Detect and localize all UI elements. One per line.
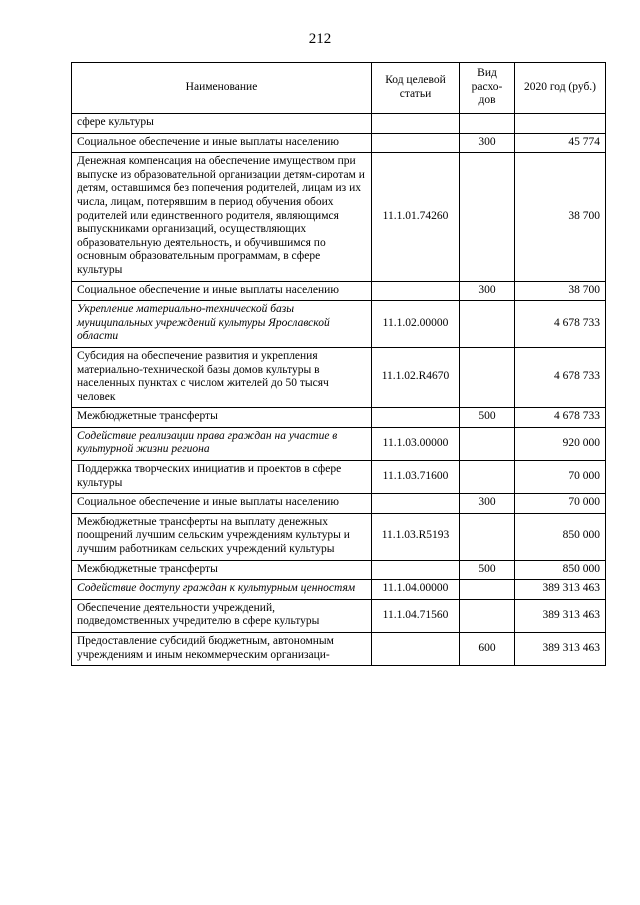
table-row xyxy=(72,427,606,460)
row-name: Содействие доступу граждан к культурным ценностям xyxy=(72,580,372,600)
budget-table xyxy=(71,62,606,666)
row-code: 11.1.02.00000 xyxy=(372,301,460,348)
row-name: Межбюджетные трансферты на выплату денежных поощрений лучшим сельским учреждениям культуры и лучшим работникам сельских учреждений культуры xyxy=(72,513,372,560)
row-name: Предоставление субсидий бюджетным, автономным учреждениям и иным некоммерческим организаци- xyxy=(72,633,372,666)
table-row xyxy=(72,281,606,301)
row-kind xyxy=(460,427,515,460)
row-code xyxy=(372,114,460,134)
page-number: 212 xyxy=(308,31,332,47)
row-amount: 38 700 xyxy=(515,281,606,301)
row-code: 11.1.03.71600 xyxy=(372,461,460,494)
table-row xyxy=(72,560,606,580)
row-code xyxy=(372,494,460,514)
row-name: Субсидия на обеспечение развития и укрепления материально-технической базы домов культуры в населенных пунктах с числом жителей до 50 тысяч человек xyxy=(72,347,372,407)
table-header-row xyxy=(72,63,606,114)
row-code xyxy=(372,133,460,153)
row-amount: 45 774 xyxy=(515,133,606,153)
header-kind: Вид расхо-дов xyxy=(460,63,515,114)
row-code xyxy=(372,281,460,301)
row-name: Социальное обеспечение и иные выплаты населению xyxy=(72,281,372,301)
row-kind xyxy=(460,301,515,348)
header-code: Код целевой статьи xyxy=(372,63,460,114)
row-amount: 389 313 463 xyxy=(515,599,606,632)
row-name: Межбюджетные трансферты xyxy=(72,560,372,580)
table-row xyxy=(72,580,606,600)
row-code: 11.1.04.71560 xyxy=(372,599,460,632)
row-kind xyxy=(460,153,515,281)
row-amount: 850 000 xyxy=(515,560,606,580)
row-code xyxy=(372,560,460,580)
table-row xyxy=(72,633,606,666)
row-amount: 920 000 xyxy=(515,427,606,460)
table-row xyxy=(72,494,606,514)
table-row xyxy=(72,513,606,560)
row-kind: 500 xyxy=(460,560,515,580)
table-row xyxy=(72,301,606,348)
table-row xyxy=(72,153,606,281)
row-kind xyxy=(460,114,515,134)
row-name: Межбюджетные трансферты xyxy=(72,408,372,428)
row-amount: 4 678 733 xyxy=(515,347,606,407)
row-name: Укрепление материально-технической базы муниципальных учреждений культуры Ярославской области xyxy=(72,301,372,348)
row-kind xyxy=(460,513,515,560)
row-name: Социальное обеспечение и иные выплаты населению xyxy=(72,133,372,153)
table-row xyxy=(72,133,606,153)
row-kind xyxy=(460,347,515,407)
header-amount: 2020 год (руб.) xyxy=(515,63,606,114)
row-kind: 300 xyxy=(460,281,515,301)
row-code: 11.1.03.R5193 xyxy=(372,513,460,560)
row-amount: 389 313 463 xyxy=(515,580,606,600)
row-code: 11.1.02.R4670 xyxy=(372,347,460,407)
row-code: 11.1.03.00000 xyxy=(372,427,460,460)
row-name: Обеспечение деятельности учреждений, подведомственных учредителю в сфере культуры xyxy=(72,599,372,632)
table-row xyxy=(72,114,606,134)
row-kind: 300 xyxy=(460,133,515,153)
row-kind: 500 xyxy=(460,408,515,428)
row-amount: 70 000 xyxy=(515,494,606,514)
table-row xyxy=(72,347,606,407)
header-name: Наименование xyxy=(72,63,372,114)
row-amount xyxy=(515,114,606,134)
row-code xyxy=(372,633,460,666)
row-kind xyxy=(460,461,515,494)
row-name: Поддержка творческих инициатив и проектов в сфере культуры xyxy=(72,461,372,494)
table-row xyxy=(72,599,606,632)
row-kind xyxy=(460,580,515,600)
row-amount: 4 678 733 xyxy=(515,408,606,428)
row-amount: 389 313 463 xyxy=(515,633,606,666)
table-row xyxy=(72,408,606,428)
row-kind: 600 xyxy=(460,633,515,666)
row-kind: 300 xyxy=(460,494,515,514)
row-amount: 850 000 xyxy=(515,513,606,560)
row-code xyxy=(372,408,460,428)
table-row xyxy=(72,461,606,494)
row-name: Содействие реализации права граждан на участие в культурной жизни региона xyxy=(72,427,372,460)
row-code: 11.1.04.00000 xyxy=(372,580,460,600)
row-name: сфере культуры xyxy=(72,114,372,134)
row-kind xyxy=(460,599,515,632)
row-amount: 38 700 xyxy=(515,153,606,281)
row-name: Денежная компенсация на обеспечение имуществом при выпуске из образовательной организации детям-сиротам и детям, оставшимся без попечения родителей, лицам из их числа, лицам, потерявшим в период обучения обоих родителей или единственного родителя, являющимся выпускниками организаций, осуществляющих образовательную деятельность, и обучившимся по основным образовательным программам, в сфере культуры xyxy=(72,153,372,281)
row-amount: 70 000 xyxy=(515,461,606,494)
row-amount: 4 678 733 xyxy=(515,301,606,348)
row-code: 11.1.01.74260 xyxy=(372,153,460,281)
row-name: Социальное обеспечение и иные выплаты населению xyxy=(72,494,372,514)
